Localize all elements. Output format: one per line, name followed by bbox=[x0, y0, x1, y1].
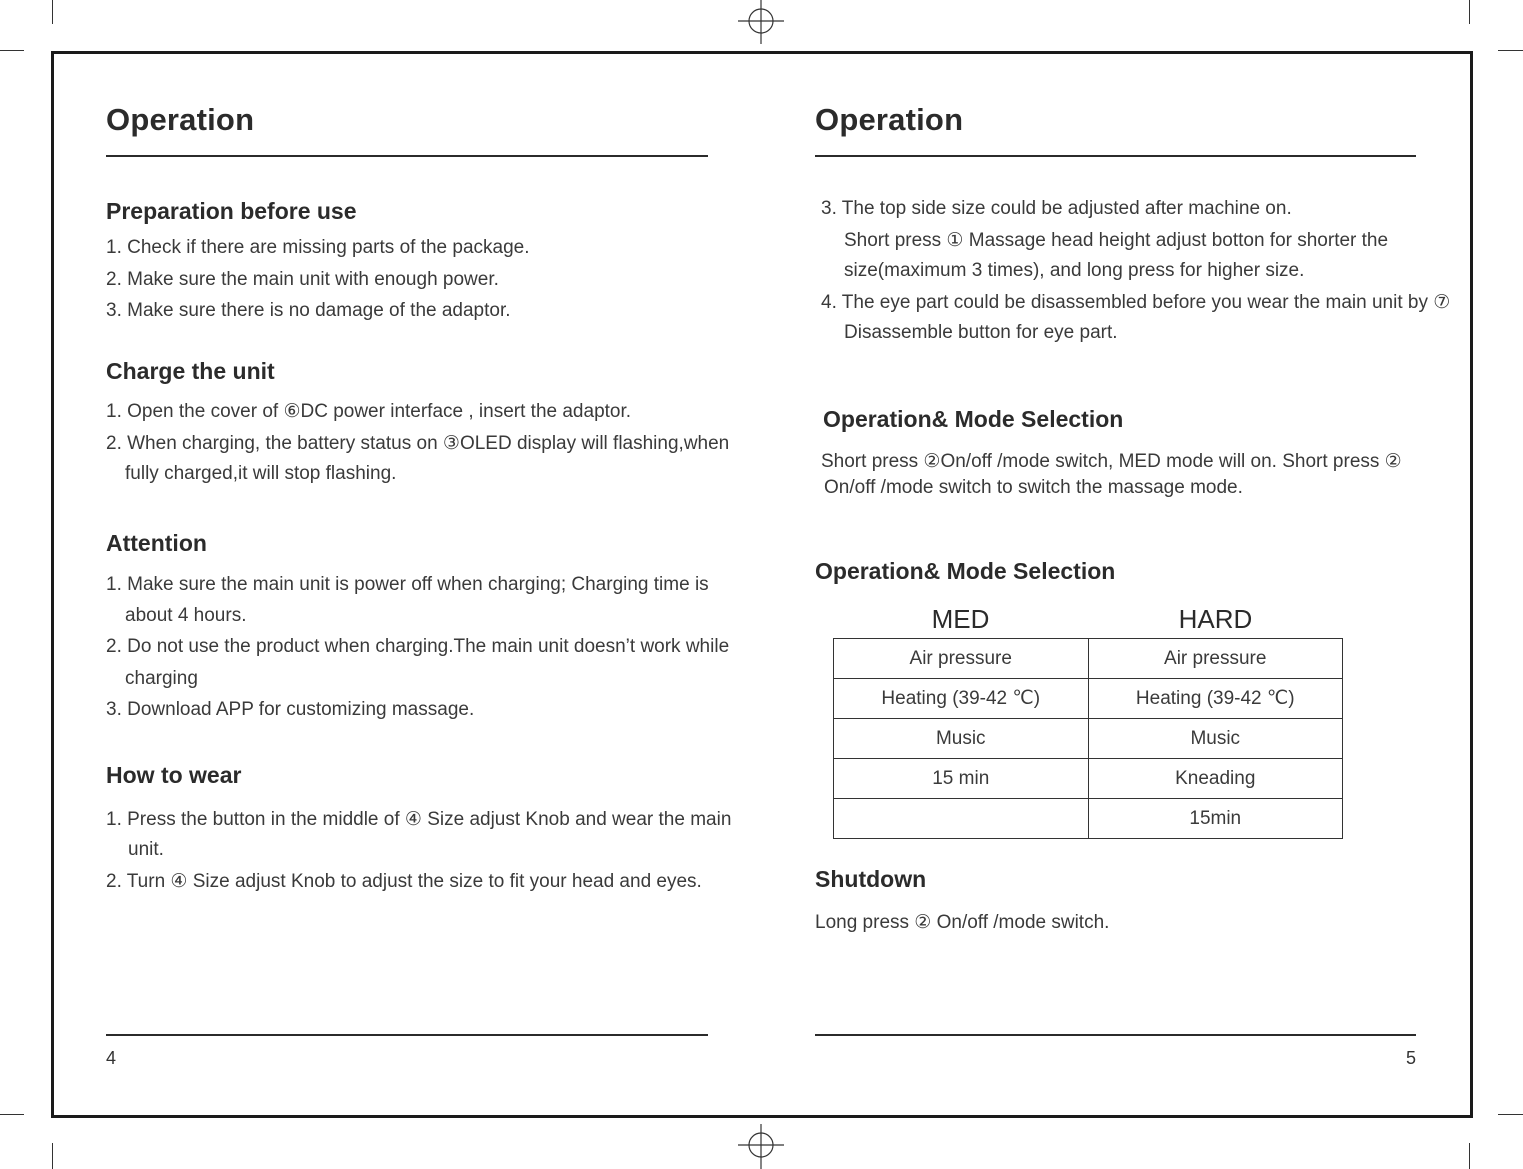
prep-line-2: 2. Make sure the main unit with enough power. bbox=[106, 269, 499, 290]
left-title-rule bbox=[106, 155, 708, 157]
table-row bbox=[834, 799, 1343, 839]
mode-table bbox=[833, 638, 1343, 839]
crop-mark bbox=[1498, 50, 1523, 51]
crop-mark bbox=[0, 1114, 24, 1115]
mode-table-heading: Operation& Mode Selection bbox=[815, 558, 1116, 584]
table-row bbox=[834, 759, 1343, 799]
crop-mark bbox=[1469, 1143, 1470, 1169]
intro-line-4: 4. The eye part could be disassembled before you wear the main unit by ⑦ bbox=[821, 292, 1451, 313]
intro-line-3: size(maximum 3 times), and long press for higher size. bbox=[844, 260, 1305, 281]
table-row bbox=[834, 639, 1343, 679]
charge-line-1: 1. Open the cover of ⑥DC power interface , insert the adaptor. bbox=[106, 401, 632, 422]
crop-mark bbox=[1469, 0, 1470, 24]
preparation-heading: Preparation before use bbox=[106, 198, 357, 224]
column-hard: HARD bbox=[1178, 604, 1253, 634]
attention-line-1: 1. Make sure the main unit is power off when charging; Charging time is bbox=[106, 574, 709, 595]
attention-heading: Attention bbox=[106, 530, 207, 556]
charge-line-3: fully charged,it will stop flashing. bbox=[125, 463, 397, 484]
prep-line-1: 1. Check if there are missing parts of the package. bbox=[106, 237, 530, 258]
table-cell: Heating (39-42 ℃) bbox=[834, 679, 1089, 719]
registration-mark-top bbox=[738, 0, 784, 44]
right-footer-rule bbox=[815, 1034, 1416, 1036]
crop-mark bbox=[1498, 1114, 1523, 1115]
attention-line-4: charging bbox=[125, 668, 198, 689]
table-cell: Kneading bbox=[1088, 759, 1343, 799]
crop-mark bbox=[52, 1143, 53, 1169]
table-cell: 15min bbox=[1088, 799, 1343, 839]
table-cell bbox=[834, 799, 1089, 839]
shutdown-heading: Shutdown bbox=[815, 866, 927, 892]
table-cell: Air pressure bbox=[1088, 639, 1343, 679]
mode-selection-line-1: Short press ②On/off /mode switch, MED mode will on. Short press ② bbox=[821, 451, 1402, 472]
column-med: MED bbox=[931, 604, 990, 634]
crop-mark bbox=[52, 0, 53, 24]
mode-table-header bbox=[833, 604, 1343, 635]
table-cell: Music bbox=[1088, 719, 1343, 759]
attention-line-5: 3. Download APP for customizing massage. bbox=[106, 699, 475, 720]
charge-heading: Charge the unit bbox=[106, 358, 275, 384]
left-page-title: Operation bbox=[106, 102, 255, 137]
left-page-number: 4 bbox=[106, 1048, 117, 1068]
table-cell: 15 min bbox=[834, 759, 1089, 799]
how-to-wear-heading: How to wear bbox=[106, 762, 242, 788]
table-cell: Air pressure bbox=[834, 639, 1089, 679]
intro-line-5: Disassemble button for eye part. bbox=[844, 322, 1118, 343]
table-row bbox=[834, 719, 1343, 759]
mode-selection-line-2: On/off /mode switch to switch the massage mode. bbox=[824, 477, 1243, 498]
wear-line-2: unit. bbox=[128, 839, 164, 860]
right-page-title: Operation bbox=[815, 102, 964, 137]
registration-mark-bottom bbox=[738, 1124, 784, 1169]
right-title-rule bbox=[815, 155, 1416, 157]
charge-line-2: 2. When charging, the battery status on ③OLED display will flashing,when bbox=[106, 433, 730, 454]
shutdown-line: Long press ② On/off /mode switch. bbox=[815, 912, 1110, 933]
left-footer-rule bbox=[106, 1034, 708, 1036]
mode-selection-heading: Operation& Mode Selection bbox=[823, 406, 1124, 432]
right-page-number: 5 bbox=[1406, 1048, 1417, 1068]
crop-mark bbox=[0, 50, 24, 51]
prep-line-3: 3. Make sure there is no damage of the adaptor. bbox=[106, 300, 511, 321]
attention-line-2: about 4 hours. bbox=[125, 605, 247, 626]
attention-line-3: 2. Do not use the product when charging.The main unit doesn’t work while bbox=[106, 636, 730, 657]
intro-line-1: 3. The top side size could be adjusted after machine on. bbox=[821, 198, 1292, 219]
wear-line-3: 2. Turn ④ Size adjust Knob to adjust the size to fit your head and eyes. bbox=[106, 871, 702, 892]
table-cell: Heating (39-42 ℃) bbox=[1088, 679, 1343, 719]
intro-line-2: Short press ① Massage head height adjust botton for shorter the bbox=[844, 230, 1389, 251]
table-cell: Music bbox=[834, 719, 1089, 759]
wear-line-1: 1. Press the button in the middle of ④ Size adjust Knob and wear the main bbox=[106, 809, 732, 830]
table-row bbox=[834, 679, 1343, 719]
